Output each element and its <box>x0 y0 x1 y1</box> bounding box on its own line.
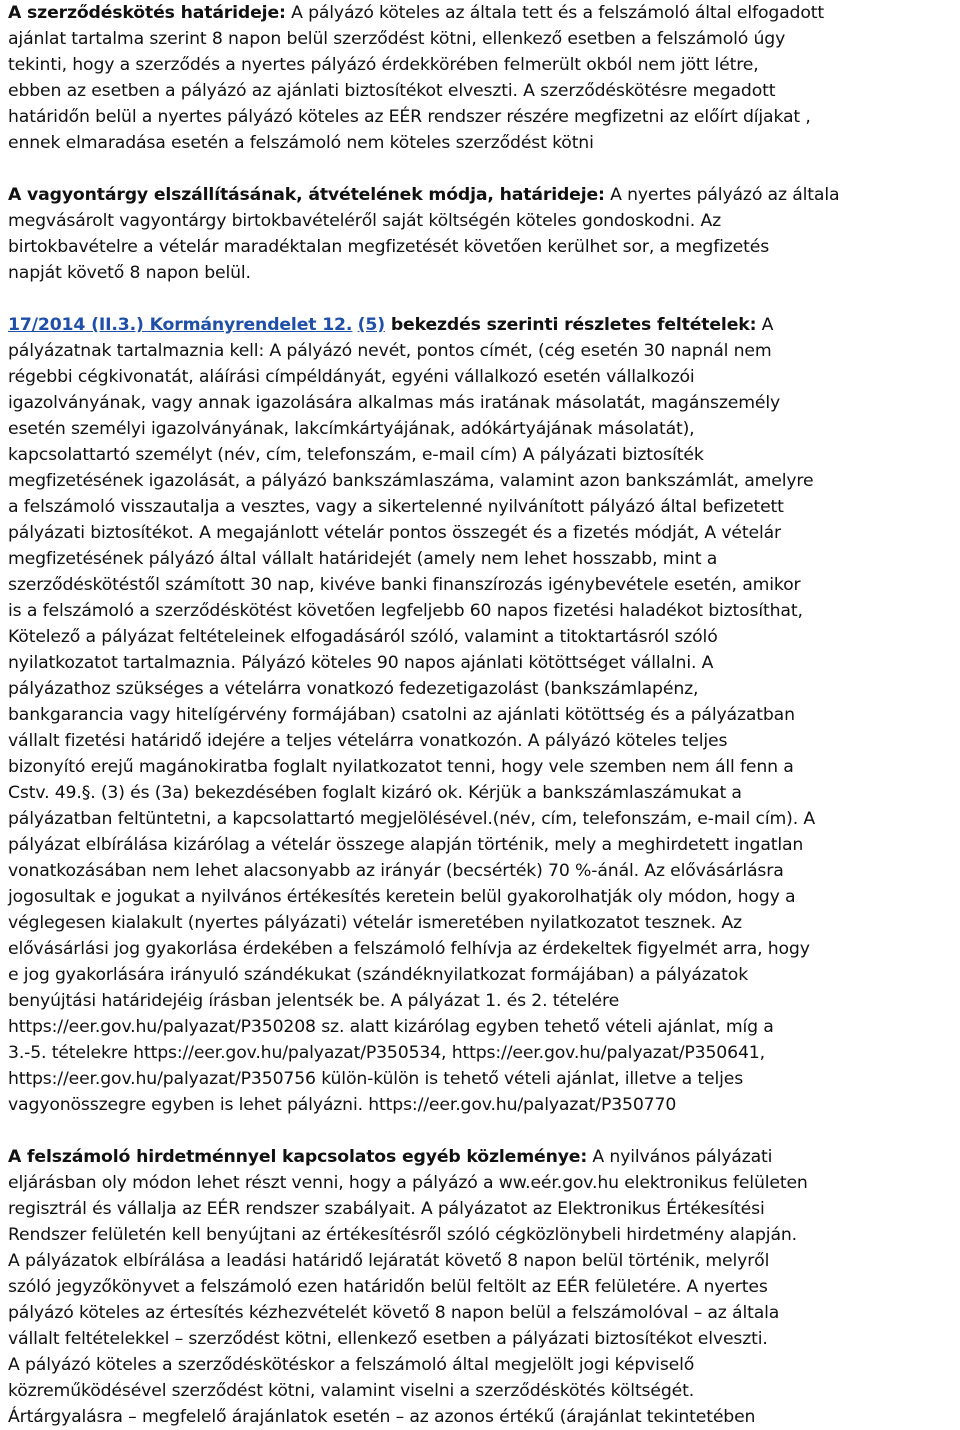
text-line: A vagyontárgy elszállításának, átvételének módja, határideje: A nyertes pályázó az általa <box>8 185 840 205</box>
text-line: szerződéskötéstől számított 30 nap, kivéve banki finanszírozás igénybevétele esetén, amikor <box>8 575 801 595</box>
text-line: birtokbavételre a vételár maradéktalan megfizetését követően kerülhet sor, a megfizetés <box>8 237 770 257</box>
paragraph-link[interactable]: (5) <box>357 315 385 335</box>
text-line: bizonyító erejű magánokiratba foglalt nyilatkozatot tenni, hogy vele szemben nem áll fenn a <box>8 757 794 777</box>
text-line: igazolványának, vagy annak igazolására alkalmas más iratának másolatát, magánszemély <box>8 393 781 413</box>
text-line: e jog gyakorlására irányuló szándékukat (szándéknyilatkozat formájában) a pályázatok <box>8 965 749 985</box>
text-line: A felszámoló hirdetménnyel kapcsolatos egyéb közleménye: A nyilvános pályázati <box>8 1147 773 1167</box>
text-line: pályázathoz szükséges a vételárra vonatkozó fedezetigazolást (bankszámlapénz, <box>8 679 699 699</box>
text-line: ajánlat tartalma szerint 8 napon belül szerződést kötni, ellenkező esetben a felszámoló úgy <box>8 29 786 49</box>
text-line: benyújtási határidejéig írásban jelentsék be. A pályázat 1. és 2. tételére <box>8 991 620 1011</box>
text-line: megfizetésének pályázó által vállalt határidejét (amely nem lehet hosszabb, mint a <box>8 549 718 569</box>
conditions-heading: bekezdés szerinti részletes feltételek: <box>384 315 757 335</box>
text-line: https://eer.gov.hu/palyazat/P350756 külön-külön is tehető vételi ajánlat, illetve a teljes <box>8 1069 744 1089</box>
text-line: a felszámoló visszautalja a vesztes, vagy a sikertelenné nyilvánított pályázó által befizetett <box>8 497 784 517</box>
text-line: Kötelező a pályázat feltételeinek elfogadásáról szóló, valamint a titoktartásról szóló <box>8 627 718 647</box>
text-line: kapcsolattartó személyt (név, cím, telefonszám, e-mail cím) A pályázati biztosíték <box>8 445 704 465</box>
text-line: jogosultak e jogukat a nyilvános értékesítés keretein belül gyakorolhatják oly módon, hogy a <box>8 887 796 907</box>
text-line: elővásárlási jog gyakorlása érdekében a felszámoló felhívja az érdekeltek figyelmét arra, hogy <box>8 939 810 959</box>
other-notice-section <box>8 1144 958 1430</box>
text-line: szóló jegyzőkönyvet a felszámoló ezen határidőn belül feltölt az EÉR felületére. A nyertes <box>8 1277 768 1297</box>
text-line: pályázatban feltüntetni, a kapcsolattartó megjelölésével.(név, cím, telefonszám, e-mail cím). A <box>8 809 816 829</box>
text-line: ennek elmaradása esetén a felszámoló nem köteles szerződést kötni <box>8 133 594 153</box>
text-line: vagyonösszegre egyben is lehet pályázni. https://eer.gov.hu/palyazat/P350770 <box>8 1095 677 1115</box>
text-line: bankgarancia vagy hitelígérvény formájában) csatolni az ajánlati kötöttség és a pályázatban <box>8 705 795 725</box>
text-line: Cstv. 49.§. (3) és (3a) bekezdésében foglalt kizáró ok. Kérjük a bankszámlaszámukat a <box>8 783 742 803</box>
document-page <box>8 0 958 1430</box>
transport-heading: A vagyontárgy elszállításának, átvételének módja, határideje: <box>8 185 605 205</box>
text-line: tekinti, hogy a szerződés a nyertes pályázó érdekkörében felmerült okból nem jött létre, <box>8 55 759 75</box>
text-line: regisztrál és vállalja az EÉR rendszer szabályait. A pályázatot az Elektronikus Értékesítési <box>8 1199 765 1219</box>
transport-section <box>8 182 958 286</box>
text-line: 3.-5. tételekre https://eer.gov.hu/palyazat/P350534, https://eer.gov.hu/palyazat/P350641, <box>8 1043 765 1063</box>
text-line: megfizetésének igazolását, a pályázó bankszámlaszáma, valamint azon bankszámlát, amelyre <box>8 471 814 491</box>
text-line: ebben az esetben a pályázó az ajánlati biztosítékot elveszti. A szerződéskötésre megadott <box>8 81 776 101</box>
contract-deadline-section <box>8 0 958 156</box>
text-line: esetén személyi igazolványának, lakcímkártyájának, adókártyájának másolatát), <box>8 419 695 439</box>
text-line: Ártárgyalásra – megfelelő árajánlatok esetén – az azonos értékű (árajánlat tekintetében <box>8 1407 756 1427</box>
text-line: eljárásban oly módon lehet részt venni, hogy a pályázó a ww.eér.gov.hu elektronikus felületen <box>8 1173 808 1193</box>
contract-deadline-heading: A szerződéskötés határideje: <box>8 3 286 23</box>
text-line: nyilatkozatot tartalmaznia. Pályázó köteles 90 napos ajánlati kötöttséget vállalni. A <box>8 653 714 673</box>
text-line: megvásárolt vagyontárgy birtokbavételéről saját költségén köteles gondoskodni. Az <box>8 211 721 231</box>
text-line: https://eer.gov.hu/palyazat/P350208 sz. alatt kizárólag egyben tehető vételi ajánlat, míg a <box>8 1017 774 1037</box>
text-line: régebbi cégkivonatát, aláírási címpéldányát, egyéni vállalkozó esetén vállalkozói <box>8 367 695 387</box>
conditions-section <box>8 312 958 1118</box>
text-line: véglegesen kialakult (nyertes pályázati) vételár ismeretében nyilatkozatot tesznek. Az <box>8 913 742 933</box>
text-line: vállalt fizetési határidő idejére a teljes vételárra vonatkozón. A pályázó köteles teljes <box>8 731 728 751</box>
other-notice-heading: A felszámoló hirdetménnyel kapcsolatos egyéb közleménye: <box>8 1147 588 1167</box>
text-line: A pályázó köteles a szerződéskötéskor a felszámoló által megjelölt jogi képviselő <box>8 1355 695 1375</box>
text-line: pályázati biztosítékot. A megajánlott vételár pontos összegét és a fizetés módját, A vételár <box>8 523 781 543</box>
text-line: is a felszámoló a szerződéskötést követően legfeljebb 60 napos fizetési haladékot biztosíthat, <box>8 601 803 621</box>
text-line: határidőn belül a nyertes pályázó köteles az EÉR rendszer részére megfizetni az előírt díjakat , <box>8 107 811 127</box>
text-line: pályázó köteles az értesítés kézhezvételét követő 8 napon belül a felszámolóval – az általa <box>8 1303 780 1323</box>
text-line: vonatkozásában nem lehet alacsonyabb az irányár (becsérték) 70 %-ánál. Az elővásárlásra <box>8 861 784 881</box>
text-line: A pályázatok elbírálása a leadási határidő lejáratát követő 8 napon belül történik, melyről <box>8 1251 770 1271</box>
text-line: pályázatnak tartalmaznia kell: A pályázó nevét, pontos címét, (cég esetén 30 napnál nem <box>8 341 772 361</box>
text-line: pályázat elbírálása kizárólag a vételár összege alapján történik, mely a meghirdetett ingatlan <box>8 835 804 855</box>
text-line: 17/2014 (II.3.) Kormányrendelet 12. (5) bekezdés szerinti részletes feltételek: A <box>8 315 774 335</box>
text-line: vállalt feltételekkel – szerződést kötni, ellenkező esetben a pályázati biztosítékot elveszti. <box>8 1329 768 1349</box>
text-line: napját követő 8 napon belül. <box>8 263 251 283</box>
text-line: közreműködésével szerződést kötni, valamint viselni a szerződéskötés költségét. <box>8 1381 695 1401</box>
decree-link[interactable]: 17/2014 (II.3.) Kormányrendelet 12. <box>8 315 353 335</box>
text-line: A szerződéskötés határideje: A pályázó köteles az általa tett és a felszámoló által elfogadott <box>8 3 824 23</box>
text-line: Rendszer felületén kell benyújtani az értékesítésről szóló cégközlönybeli hirdetmény alapján. <box>8 1225 797 1245</box>
